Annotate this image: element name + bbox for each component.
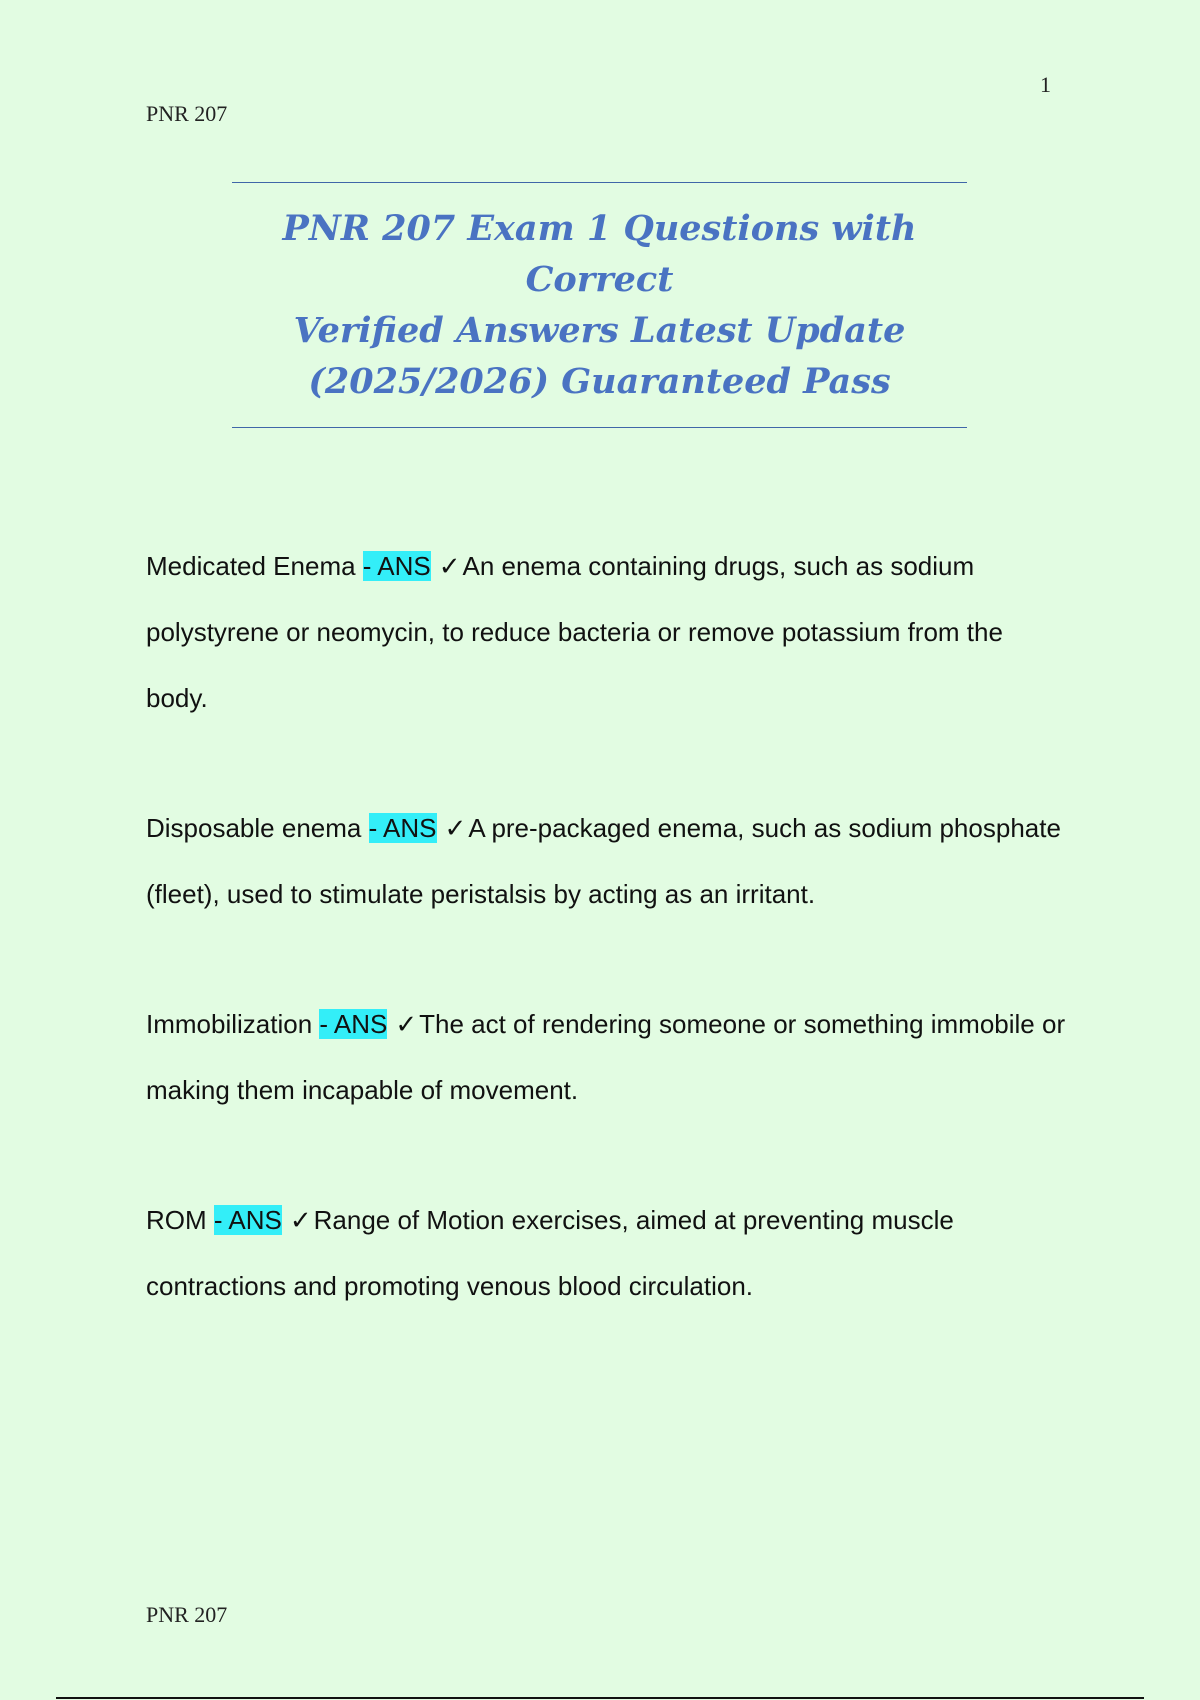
- title-line-2: Verified Answers Latest Update: [293, 310, 906, 351]
- page-number: 1: [1040, 72, 1051, 97]
- ans-marker: - ANS: [362, 551, 431, 581]
- qa-term: Disposable enema: [146, 813, 362, 843]
- qa-definition: The act of rendering someone or something immobile or making them incapable of movement.: [146, 1009, 1066, 1105]
- check-icon: ✓: [395, 1009, 418, 1039]
- qa-item: [146, 1187, 1066, 1319]
- qa-item: [146, 795, 1066, 927]
- footer-label: PNR 207: [146, 1602, 228, 1627]
- ans-marker: - ANS: [368, 813, 437, 843]
- qa-term: ROM: [146, 1205, 207, 1235]
- title-line-1: PNR 207 Exam 1 Questions with Correct: [282, 208, 917, 300]
- qa-item: [146, 533, 1066, 731]
- qa-definition: An enema containing drugs, such as sodium polystyrene or neomycin, to reduce bacteria or remove potassium from the body.: [146, 551, 1003, 713]
- check-icon: ✓: [438, 551, 461, 581]
- qa-term: Immobilization: [146, 1009, 313, 1039]
- qa-item: [146, 991, 1066, 1123]
- qa-definition: Range of Motion exercises, aimed at preventing muscle contractions and promoting venous blood circulation.: [146, 1205, 954, 1301]
- title-line-3: (2025/2026) Guaranteed Pass: [308, 361, 891, 402]
- header-label: PNR 207: [146, 101, 228, 126]
- check-icon: ✓: [444, 813, 467, 843]
- qa-list: [146, 533, 1066, 1383]
- bottom-divider: [56, 1697, 1144, 1699]
- qa-term: Medicated Enema: [146, 551, 356, 581]
- qa-definition: A pre-packaged enema, such as sodium phosphate (fleet), used to stimulate peristalsis by acting as an irritant.: [146, 813, 1061, 909]
- ans-marker: - ANS: [213, 1205, 282, 1235]
- check-icon: ✓: [289, 1205, 312, 1235]
- document-title: [232, 182, 967, 428]
- ans-marker: - ANS: [319, 1009, 388, 1039]
